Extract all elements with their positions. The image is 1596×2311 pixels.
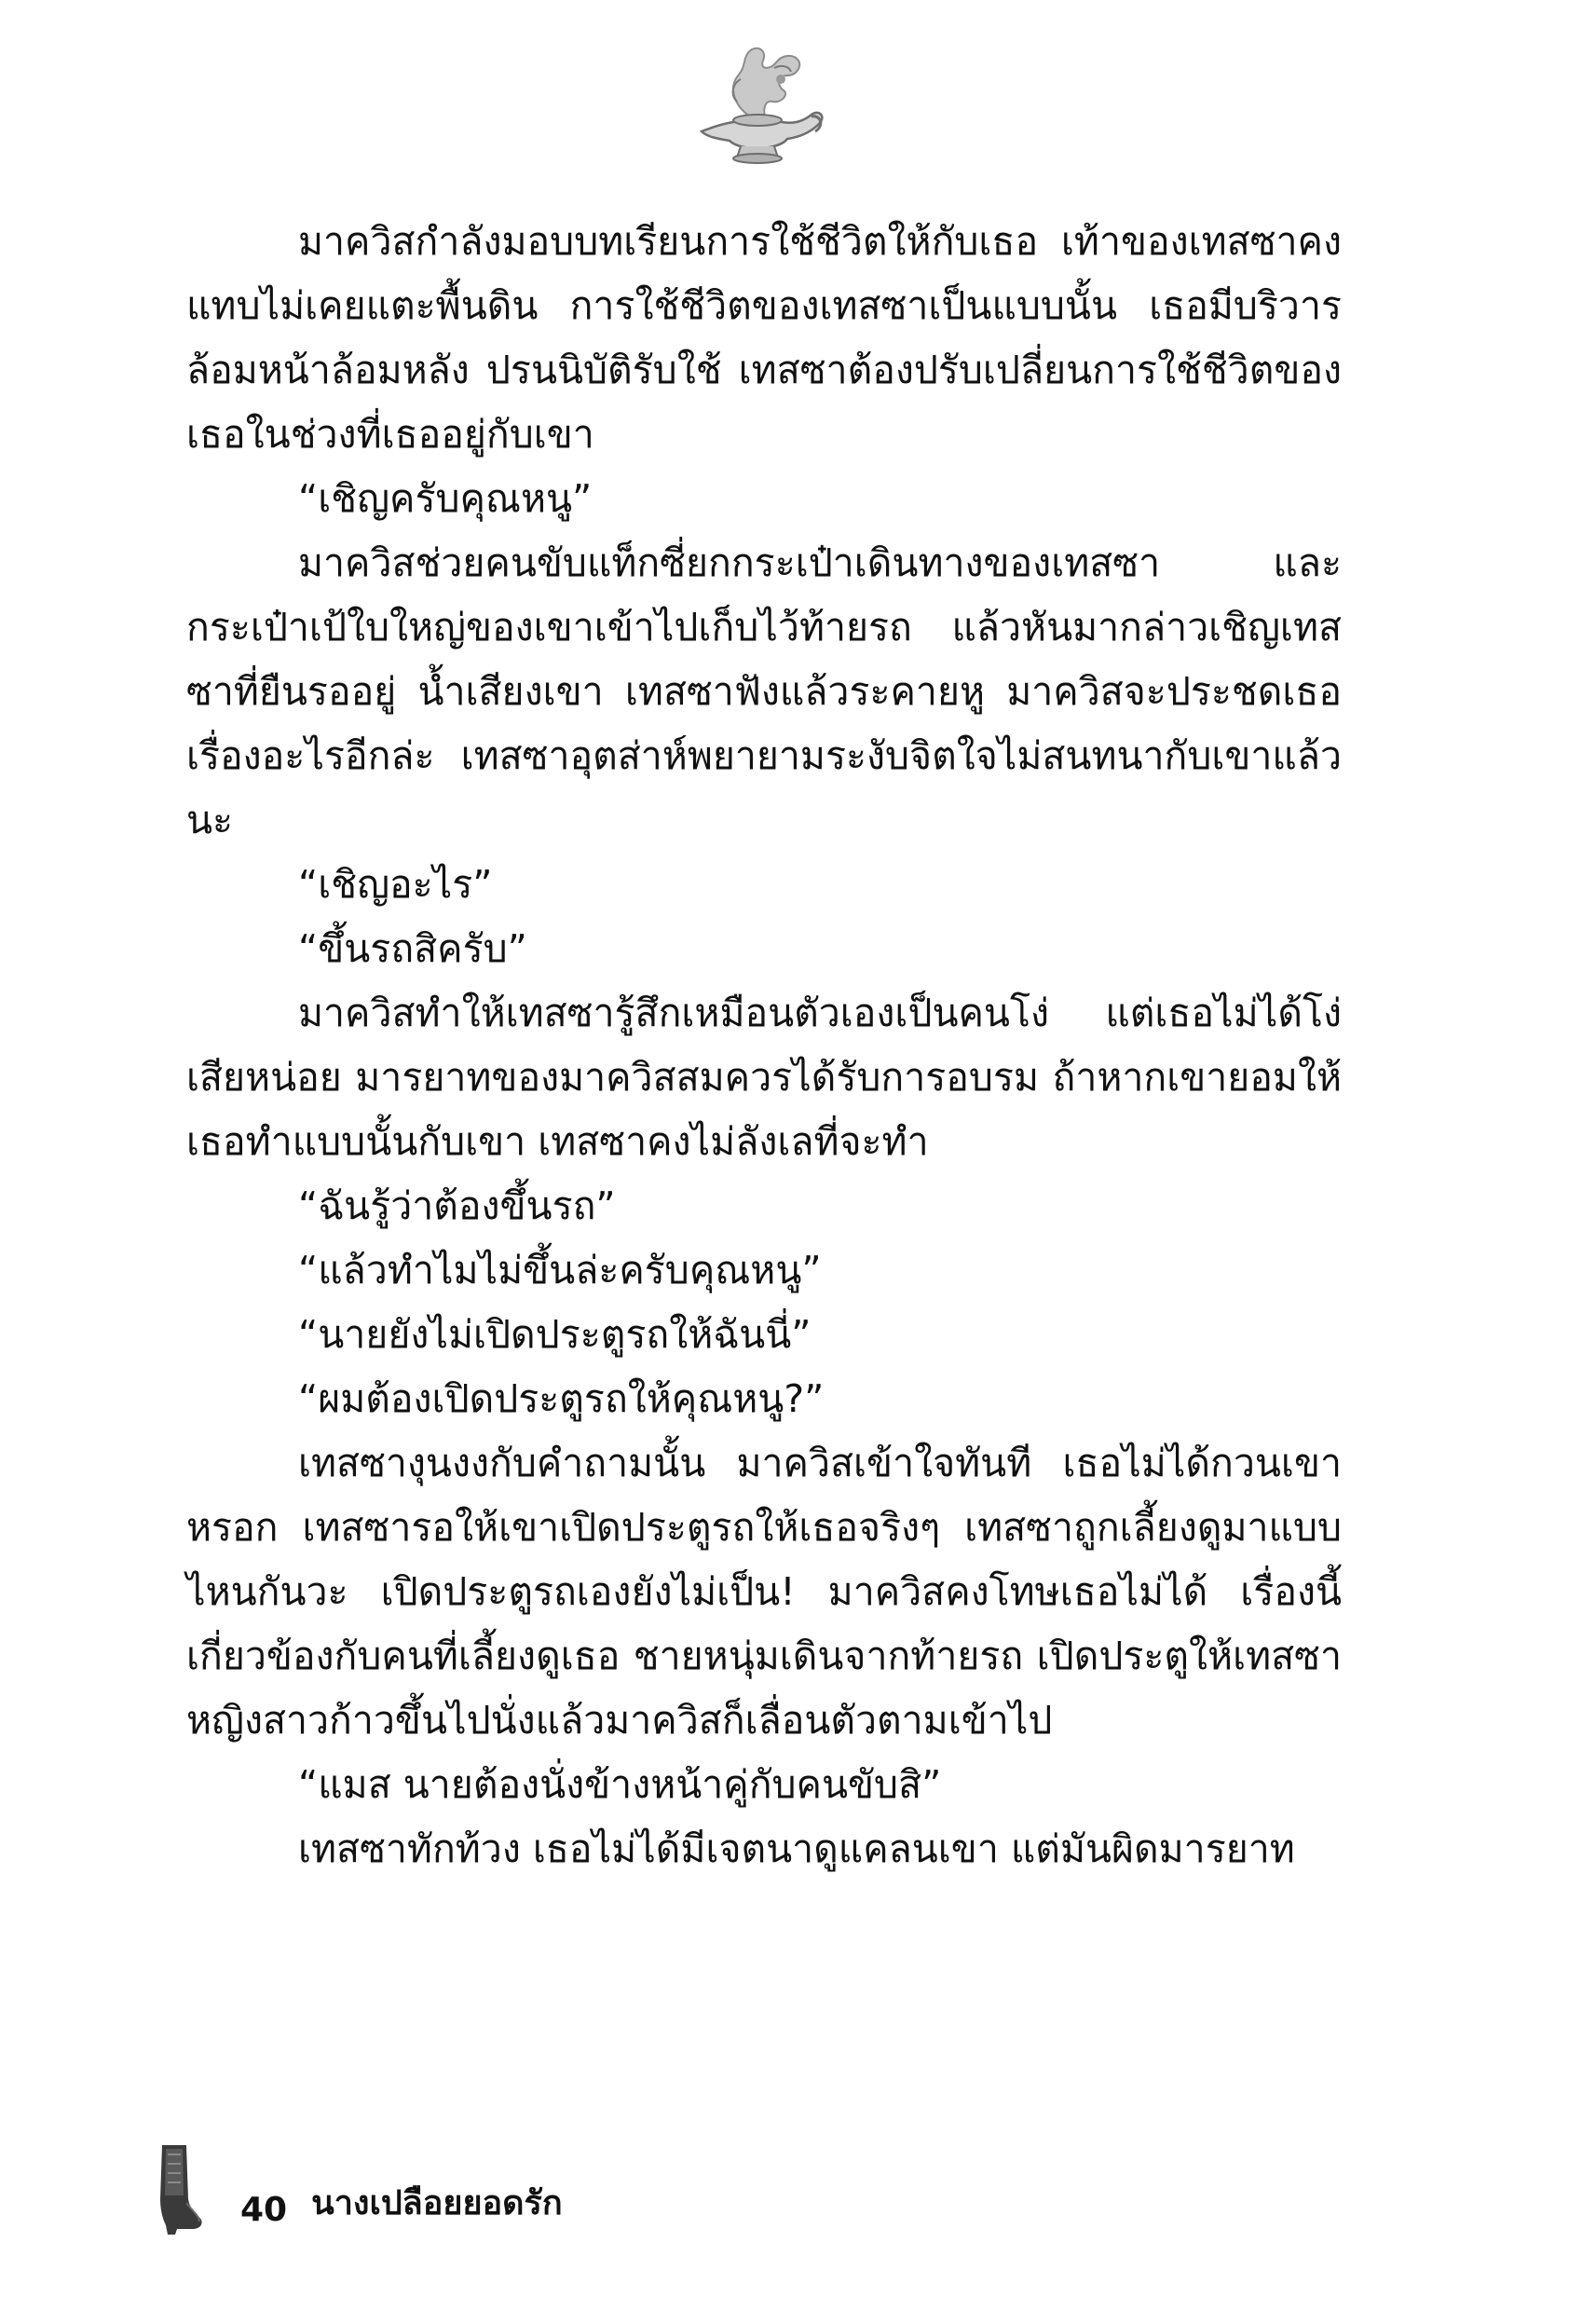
dialogue-line: “นายยังไม่เปิดประตูรถให้ฉันนี่” xyxy=(298,1312,812,1357)
paragraph: มาควิสทำให้เทสซารู้สึกเหมือนตัวเองเป็นคนโง่ แต่เธอไม่ได้โง่เสียหน่อย มารยาทของมาควิสสมควรได้รับการอบรม ถ้าหากเขายอมให้เธอทำแบบนั้นกับเขา เทสซาคงไม่ลังเลที่จะทำ xyxy=(186,991,1342,1164)
paragraph: มาควิสช่วยคนขับแท็กซี่ยกกระเป๋าเดินทางของเทสซา และกระเป๋าเป้ใบใหญ่ของเขาเข้าไปเก็บไว้ท้ายรถ แล้วหันมากล่าวเชิญเทสซาที่ยืนรออยู่ น้ำเสียงเขา เทสซาฟังแล้วระคายหู มาควิสจะประชดเธอเรื่องอะไรอีกล่ะ เทสซาอุตส่าห์พยายามระงับจิตใจไม่สนทนากับเขาแล้วนะ xyxy=(186,540,1342,842)
dialogue-line: “ฉันรู้ว่าต้องขึ้นรถ” xyxy=(298,1183,616,1228)
genie-lamp-icon xyxy=(685,42,829,168)
dialogue-line: “แมส นายต้องนั่งข้างหน้าคู่กับคนขับสิ” xyxy=(298,1762,942,1807)
dialogue-line: “แล้วทำไมไม่ขึ้นล่ะครับคุณหนู” xyxy=(298,1248,822,1292)
paragraph: เทสซาทักท้วง เธอไม่ได้มีเจตนาดูแคลนเขา แต่มันผิดมารยาท xyxy=(298,1826,1295,1871)
book-title: นางเปลือยยอดรัก xyxy=(311,2184,563,2222)
boot-icon xyxy=(149,2143,205,2236)
dialogue-line: “เชิญครับคุณหนู” xyxy=(298,476,593,521)
paragraph: มาควิสกำลังมอบบทเรียนการใช้ชีวิตให้กับเธอ เท้าของเทสซาคงแทบไม่เคยแตะพื้นดิน การใช้ชีวิตของเทสซาเป็นแบบนั้น เธอมีบริวารล้อมหน้าล้อมหลัง ปรนนิบัติรับใช้ เทสซาต้องปรับเปลี่ยนการใช้ชีวิตของเธอในช่วงที่เธออยู่กับเขา xyxy=(186,219,1342,457)
page-number: 40 xyxy=(240,2191,288,2229)
paragraph: เทสซางุนงงกับคำถามนั้น มาควิสเข้าใจทันที เธอไม่ได้กวนเขาหรอก เทสซารอให้เขาเปิดประตูรถให้เธอจริงๆ เทสซาถูกเลี้ยงดูมาแบบไหนกันวะ เปิดประตูรถเองยังไม่เป็น! มาควิสคงโทษเธอไม่ได้ เรื่องนี้เกี่ยวข้องกับคนที่เลี้ยงดูเธอ ชายหนุ่มเดินจากท้ายรถ เปิดประตูให้เทสซา หญิงสาวก้าวขึ้นไปนั่งแล้วมาควิสก็เลื่อนตัวตามเข้าไป xyxy=(186,1441,1342,1743)
dialogue-line: “ผมต้องเปิดประตูรถให้คุณหนู?” xyxy=(298,1376,825,1421)
page-footer xyxy=(149,2134,563,2236)
dialogue-line: “ขึ้นรถสิครับ” xyxy=(298,926,527,971)
dialogue-line: “เชิญอะไร” xyxy=(298,862,493,907)
body-text xyxy=(186,210,1342,1881)
